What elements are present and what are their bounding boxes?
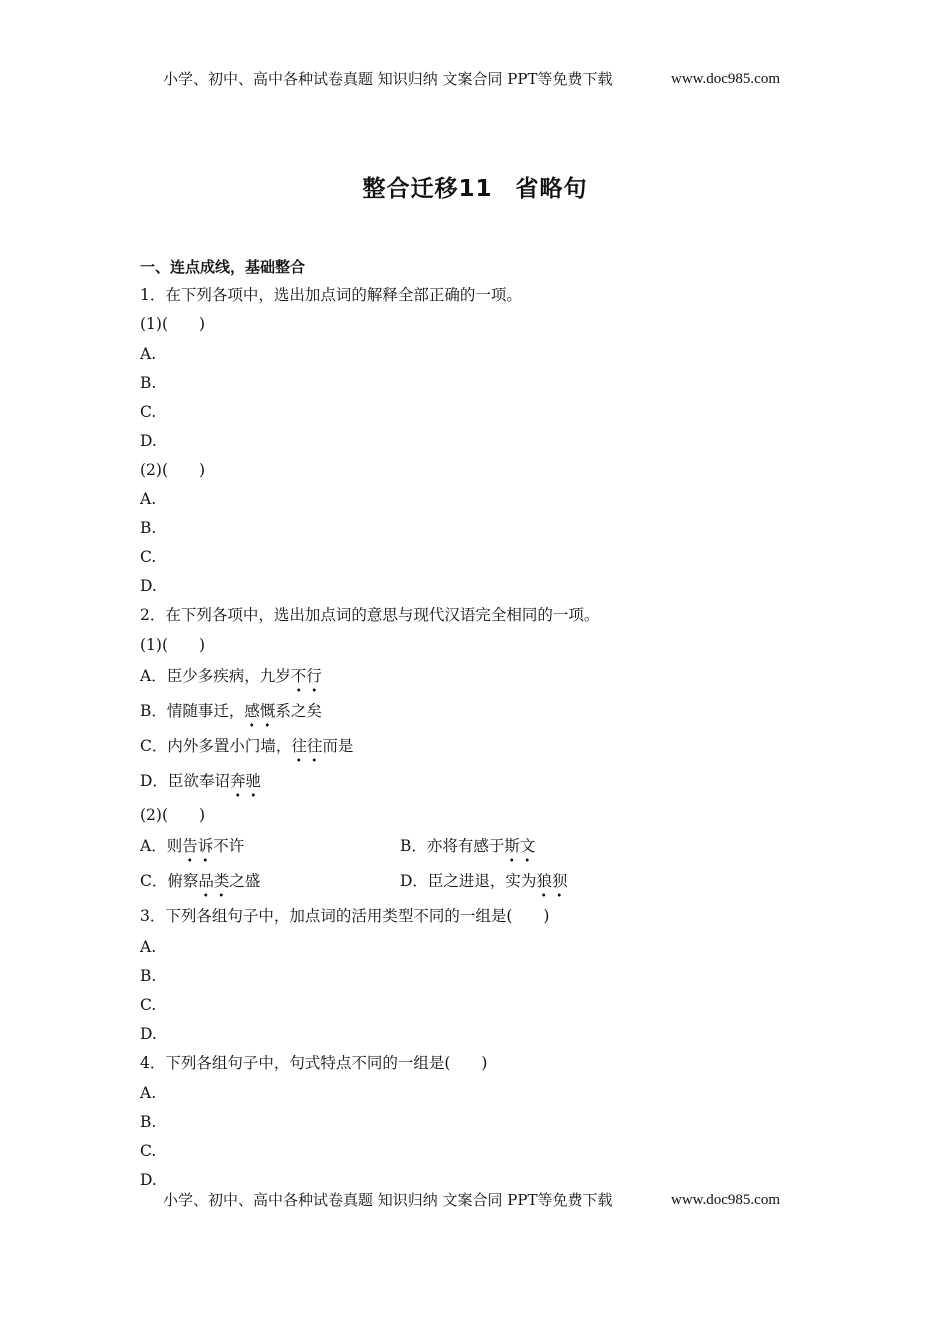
- q1-sub2-option-c: C.: [140, 548, 157, 566]
- q4-option-a: A.: [140, 1084, 157, 1102]
- option-text: 之盛: [229, 872, 261, 890]
- dotted-word: 狼狈: [536, 872, 568, 890]
- q2-sub2-option-a: [140, 837, 244, 855]
- question-1-sub-1: (1)( ): [140, 315, 206, 333]
- q1-sub2-option-d: D.: [140, 577, 157, 595]
- question-2-stem: 2．在下列各项中，选出加点词的意思与现代汉语完全相同的一项。: [140, 606, 600, 624]
- option-text: A．臣少多疾病，九岁: [140, 667, 291, 685]
- q1-sub1-option-b: B.: [140, 374, 157, 392]
- q2-sub1-option-d: [140, 770, 261, 792]
- dotted-word: 斯文: [504, 837, 536, 855]
- q3-option-d: D.: [140, 1025, 157, 1043]
- q4-option-b: B.: [140, 1113, 157, 1131]
- q1-sub1-option-d: D.: [140, 432, 157, 450]
- q1-sub2-option-a: A.: [140, 490, 157, 508]
- option-text: 系之矣: [275, 702, 322, 720]
- question-4-stem: 4．下列各组句子中，句式特点不同的一组是( ): [140, 1054, 488, 1072]
- q2-sub1-option-a: [140, 665, 322, 687]
- header-left-text: 小学、初中、高中各种试卷真题 知识归纳 文案合同 PPT等免费下载: [163, 70, 613, 88]
- q2-sub2-option-d: [400, 870, 567, 892]
- option-text: A．则: [140, 837, 183, 855]
- dotted-word: 不行: [290, 667, 322, 685]
- question-1-stem: 1．在下列各项中，选出加点词的解释全部正确的一项。: [140, 286, 522, 304]
- q1-sub1-option-c: C.: [140, 403, 157, 421]
- section-heading: 一、连点成线，基础整合: [140, 258, 306, 276]
- dotted-word: 感慨: [244, 702, 276, 720]
- header-website: www.doc985.com: [671, 71, 781, 87]
- document-title: 整合迁移11 省略句: [362, 176, 588, 202]
- q2-sub1-option-b: [140, 700, 322, 722]
- option-text: 不许: [213, 837, 245, 855]
- footer-website: www.doc985.com: [671, 1192, 781, 1208]
- q2-sub2-row-1: [140, 835, 820, 857]
- question-2-sub-1: (1)( ): [140, 636, 206, 654]
- q2-sub2-option-b: [400, 835, 535, 857]
- option-text: D．臣之进退，实为: [400, 872, 537, 890]
- q3-option-a: A.: [140, 938, 157, 956]
- q3-option-c: C.: [140, 996, 157, 1014]
- question-1-sub-2: (2)( ): [140, 461, 206, 479]
- dotted-word: 往往: [291, 737, 323, 755]
- q1-sub2-option-b: B.: [140, 519, 157, 537]
- option-text: C．内外多置小门墙，: [140, 737, 292, 755]
- option-text: B．亦将有感于: [400, 837, 505, 855]
- q4-option-d: D.: [140, 1171, 157, 1189]
- option-text: C．俯察: [140, 872, 199, 890]
- q2-sub1-option-c: [140, 735, 353, 757]
- dotted-word: 品类: [198, 872, 230, 890]
- q4-option-c: C.: [140, 1142, 157, 1160]
- question-2-sub-2: (2)( ): [140, 806, 206, 824]
- question-3-stem: 3．下列各组句子中，加点词的活用类型不同的一组是( ): [140, 907, 550, 925]
- q1-sub1-option-a: A.: [140, 345, 157, 363]
- q2-sub2-row-2: [140, 870, 820, 892]
- option-text: B．情随事迁，: [140, 702, 245, 720]
- footer-left-text: 小学、初中、高中各种试卷真题 知识归纳 文案合同 PPT等免费下载: [163, 1191, 613, 1209]
- option-text: D．臣欲奉诏: [140, 772, 230, 790]
- dotted-word: 告诉: [182, 837, 214, 855]
- dotted-word: 奔驰: [229, 772, 261, 790]
- q3-option-b: B.: [140, 967, 157, 985]
- option-text: 而是: [322, 737, 354, 755]
- q2-sub2-option-c: [140, 872, 260, 890]
